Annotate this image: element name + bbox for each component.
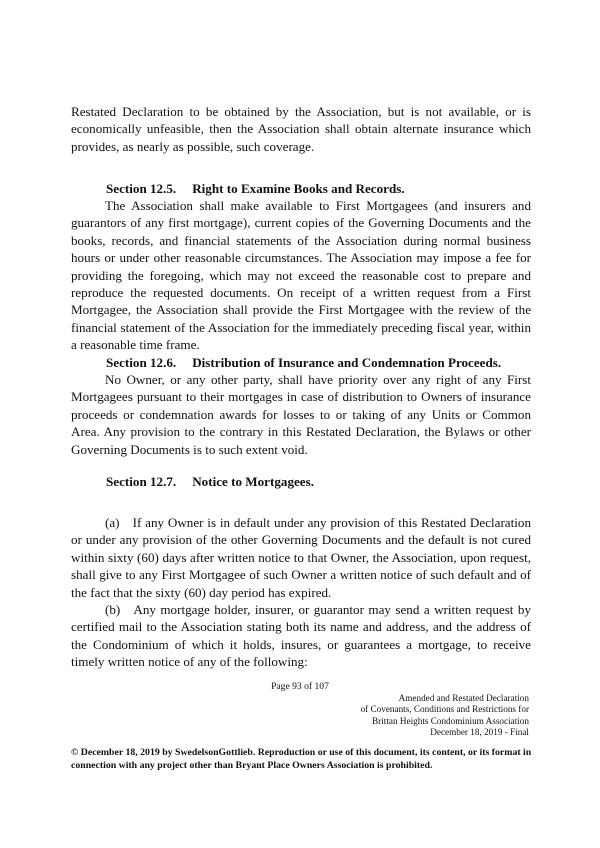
section-12-7-para-b: (b) Any mortgage holder, insurer, or guarantor may send a written request by certified mail to the Association stating both its name and address, and the address of the Condominium of which it holds, insures, or guarantees a mortgage, to receive timely written notice of any of the following:	[71, 602, 531, 670]
section-12-7-title: Notice to Mortgagees.	[192, 474, 314, 489]
page-number: Page 93 of 107	[271, 681, 329, 692]
section-12-6-body-block	[71, 371, 531, 458]
copyright-notice: © December 18, 2019 by SwedelsonGottlieb. Reproduction or use of this document, its content, or its format in connection with any project other than Bryant Place Owners Association is prohibited.	[71, 747, 532, 771]
section-12-6-title: Distribution of Insurance and Condemnation Proceeds.	[192, 355, 502, 370]
section-12-7-heading	[106, 473, 314, 490]
intro-paragraph-block	[71, 103, 531, 155]
document-footer	[361, 693, 529, 739]
section-12-7-number: Section 12.7.	[106, 474, 177, 489]
section-12-6-heading	[106, 354, 501, 371]
footer-doc-line-3: Brittan Heights Condominium Association	[372, 715, 529, 726]
footer-doc-line-1: Amended and Restated Declaration	[398, 693, 529, 703]
section-12-5-title: Right to Examine Books and Records.	[192, 181, 405, 196]
section-12-6-number: Section 12.6.	[106, 355, 177, 370]
footer-doc-line-2: of Covenants, Conditions and Restrictions for	[360, 704, 529, 715]
intro-paragraph: Restated Declaration to be obtained by the Association, but is not available, or is economically unfeasible, then the Association shall obtain alternate insurance which provides, as nearly as possible, such coverage.	[71, 104, 531, 154]
section-12-5-body-block	[71, 197, 531, 354]
section-12-7-para-a-block	[71, 514, 531, 601]
footer-doc-line-4: December 18, 2019 - Final	[430, 727, 529, 738]
section-12-6-body: No Owner, or any other party, shall have priority over any right of any First Mortgagees pursuant to their mortgages in case of distribution to Owners of insurance proceeds or condemnation awards for losses to or taking of any Units or Common Area. Any provision to the contrary in this Restated Declaration, the Bylaws or other Governing Documents is to such extent void.	[71, 372, 531, 457]
section-12-5-body: The Association shall make available to First Mortgagees (and insurers and guarantors of any first mortgage), current copies of the Governing Documents and the books, records, and financial statements of the Association during normal business hours or under other reasonable circumstances. The Association may impose a fee for providing the foregoing, which may not exceed the reasonable cost to prepare and reproduce the requested documents. On receipt of a written request from a First Mortgagee, the Association shall provide the First Mortgagee with the review of the financial statement of the Association for the immediately preceding fiscal year, within a reasonable time frame.	[71, 198, 531, 353]
section-12-7-para-a: (a) If any Owner is in default under any provision of this Restated Declaration or under any provision of the other Governing Documents and the default is not cured within sixty (60) days after written notice to that Owner, the Association, upon request, shall give to any First Mortgagee of such Owner a written notice of such default and of the fact that the sixty (60) day period has expired.	[71, 515, 531, 600]
section-12-5-heading	[106, 180, 405, 197]
section-12-7-para-b-block	[71, 601, 531, 671]
section-12-5-number: Section 12.5.	[106, 181, 177, 196]
